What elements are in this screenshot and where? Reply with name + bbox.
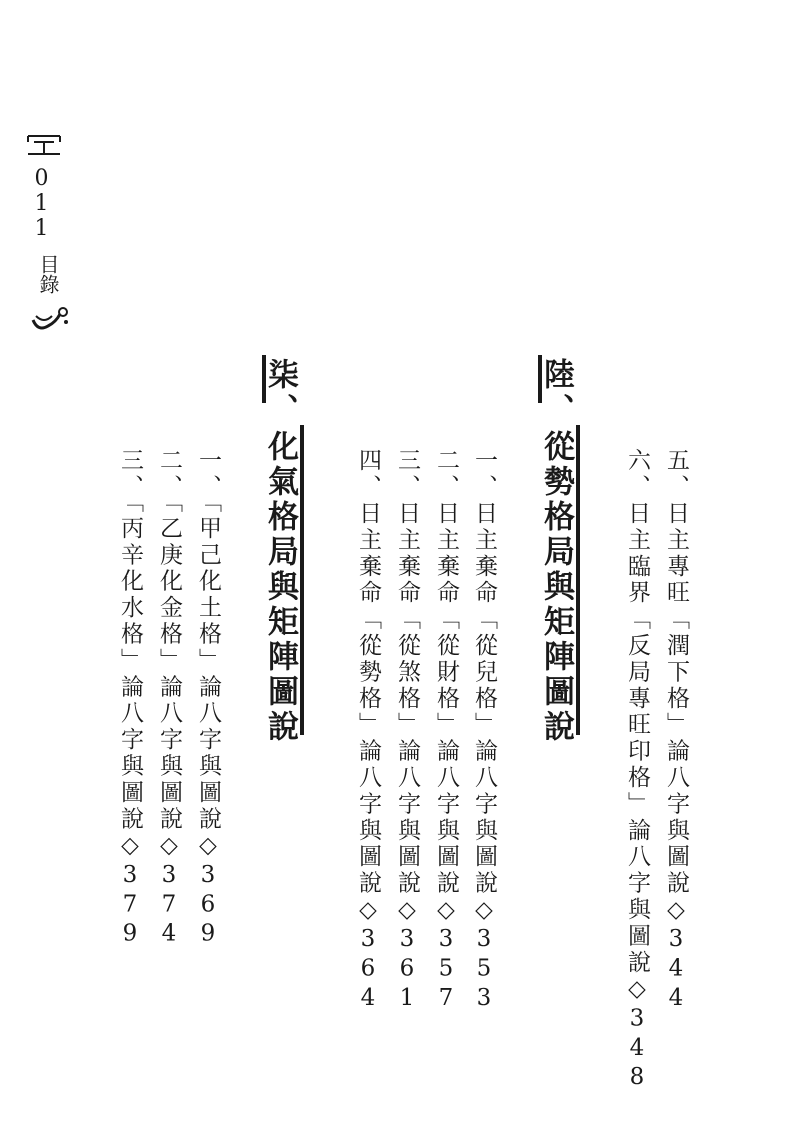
toc-entry[interactable]: 一、日主棄命「從兒格」論八字與圖說◇353 <box>471 448 497 1015</box>
publisher-logo-icon <box>30 304 70 334</box>
section-heading-title: 從勢格局與矩陣圖說 <box>538 430 574 745</box>
page-number-frame-icon <box>24 134 64 156</box>
toc-entry[interactable]: 三、「丙辛化水格」論八字與圖說◇379 <box>117 448 143 951</box>
toc-entry[interactable]: 四、日主棄命「從勢格」論八字與圖說◇364 <box>355 448 381 1015</box>
running-section-title: 目錄 <box>36 254 60 294</box>
toc-entry[interactable]: 六、日主臨界「反局專旺印格」論八字與圖說◇348 <box>624 448 650 1094</box>
toc-entry[interactable]: 五、日主專旺「潤下格」論八字與圖說◇344 <box>663 448 689 1015</box>
toc-entry[interactable]: 二、「乙庚化金格」論八字與圖說◇374 <box>156 448 182 951</box>
toc-entry[interactable]: 三、日主棄命「從煞格」論八字與圖說◇361 <box>394 448 420 1015</box>
toc-entry[interactable]: 二、日主棄命「從財格」論八字與圖說◇357 <box>433 448 459 1015</box>
section-heading-title: 化氣格局與矩陣圖說 <box>262 430 298 745</box>
toc-entry[interactable]: 一、「甲己化土格」論八字與圖說◇369 <box>195 448 221 951</box>
section-heading-number: 柒、 <box>262 358 298 428</box>
folio-number: 011 <box>29 166 54 241</box>
section-heading-number: 陸、 <box>538 358 574 428</box>
